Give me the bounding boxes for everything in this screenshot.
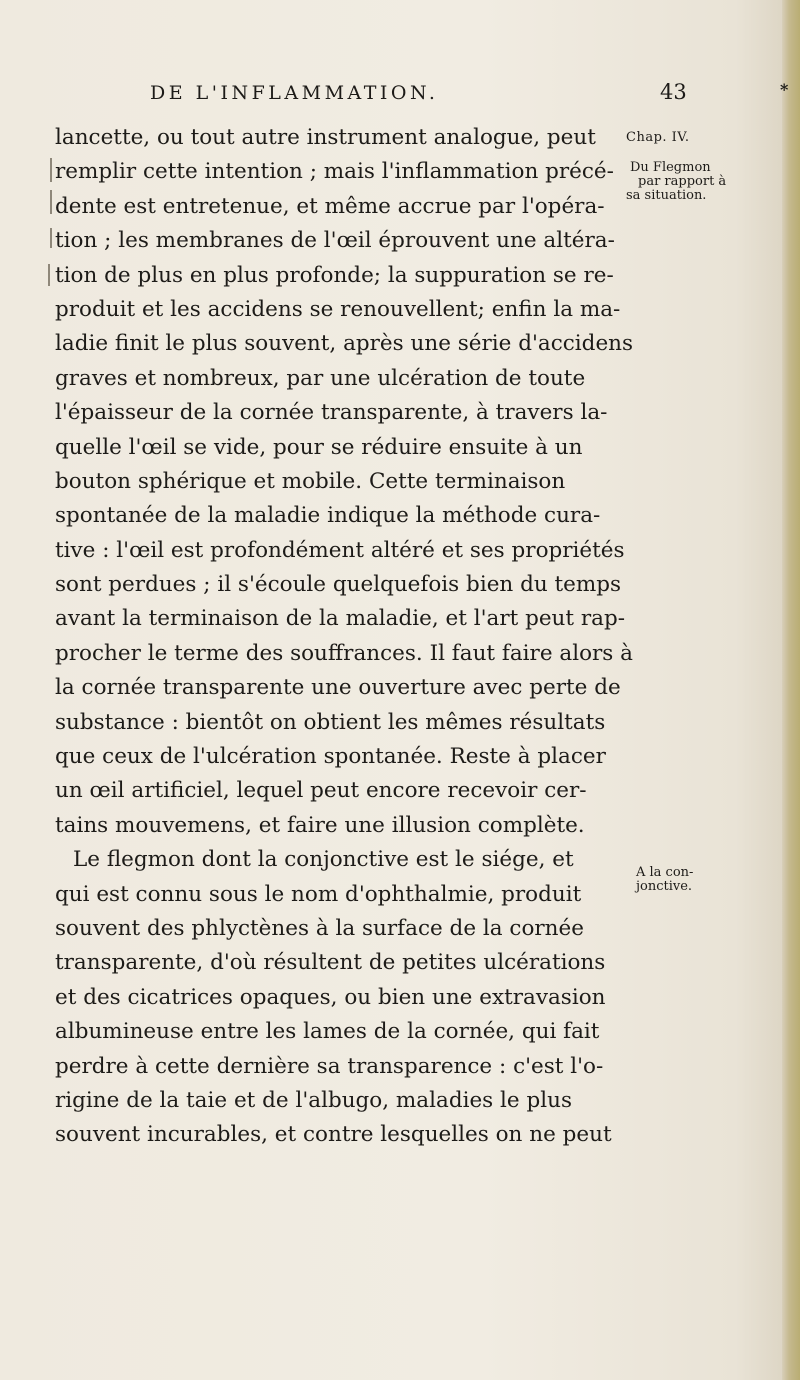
text-line: graves et nombreux, par une ulcération de toute [55, 365, 586, 391]
text-line: un œil artificiel, lequel peut encore recevoir cer- [55, 778, 587, 804]
page-edge-shadow [782, 0, 800, 1380]
text-line: perdre à cette dernière sa transparence : c'est l'o- [55, 1053, 604, 1079]
text-line: la cornée transparente une ouverture avec perte de [55, 675, 621, 701]
margin-note-flegmon [626, 161, 776, 203]
margin-note-line: par rapport à [638, 174, 727, 189]
margin-note-line: Du Flegmon [630, 160, 711, 175]
text-line: rigine de la taie et de l'albugo, maladies le plus [55, 1087, 573, 1113]
text-line: transparente, d'où résultent de petites ulcérations [55, 950, 606, 976]
text-line: tion ; les membranes de l'œil éprouvent une altéra- [55, 228, 615, 254]
running-head [150, 80, 789, 112]
text-line: avant la terminaison de la maladie, et l'art peut rap- [55, 606, 626, 632]
text-line: que ceux de l'ulcération spontanée. Reste à placer [55, 744, 606, 770]
text-line: lancette, ou tout autre instrument analogue, peut [55, 125, 596, 150]
left-margin-mark [50, 158, 52, 182]
text-line: tive : l'œil est profondément altéré et ses propriétés [55, 537, 625, 563]
margin-note-conjonctive [626, 866, 776, 894]
page-number: 43 [660, 80, 687, 104]
text-line: souvent des phlyctènes à la surface de la cornée [55, 915, 584, 941]
text-line: tains mouvemens, et faire une illusion complète. [55, 812, 585, 838]
left-margin-mark [50, 228, 52, 248]
body-text [55, 121, 634, 1153]
margin-note-line: jonctive. [636, 879, 693, 894]
text-line: dente est entretenue, et même accrue par l'opéra- [55, 193, 605, 219]
text-line: procher le terme des souffrances. Il faut faire alors à [55, 640, 633, 666]
margin-note-line: sa situation. [626, 188, 707, 203]
text-line: substance : bientôt on obtient les mêmes résultats [55, 709, 606, 735]
text-line: tion de plus en plus profonde; la suppuration se re- [55, 262, 614, 288]
text-line: remplir cette intention ; mais l'inflammation précé- [55, 159, 614, 185]
margin-note-line: A la con- [636, 865, 694, 880]
margin-note-chapter: Chap. IV. [626, 130, 690, 145]
text-line: ladie finit le plus souvent, après une série d'accidens [55, 331, 634, 357]
text-line: l'épaisseur de la cornée transparente, à travers la- [55, 400, 608, 426]
text-line: produit et les accidens se renouvellent; enfin la ma- [55, 296, 621, 322]
text-line: souvent incurables, et contre lesquelles on ne peut [55, 1122, 612, 1148]
text-line: qui est connu sous le nom d'ophthalmie, produit [55, 881, 582, 907]
printer-mark: * [780, 80, 789, 99]
text-line: sont perdues ; il s'écoule quelquefois bien du temps [55, 572, 622, 598]
text-line: spontanée de la maladie indique la méthode cura- [55, 503, 601, 529]
text-line: bouton sphérique et mobile. Cette terminaison [55, 468, 566, 494]
text-line: Le flegmon dont la conjonctive est le siége, et [73, 847, 574, 873]
text-line: et des cicatrices opaques, ou bien une extravasion [55, 984, 606, 1010]
running-head-title: DE L'INFLAMMATION. [150, 82, 439, 104]
text-line: albumineuse entre les lames de la cornée, qui fait [55, 1019, 600, 1045]
left-margin-mark [48, 264, 50, 286]
left-margin-mark [50, 190, 52, 214]
text-line: quelle l'œil se vide, pour se réduire ensuite à un [55, 434, 583, 460]
